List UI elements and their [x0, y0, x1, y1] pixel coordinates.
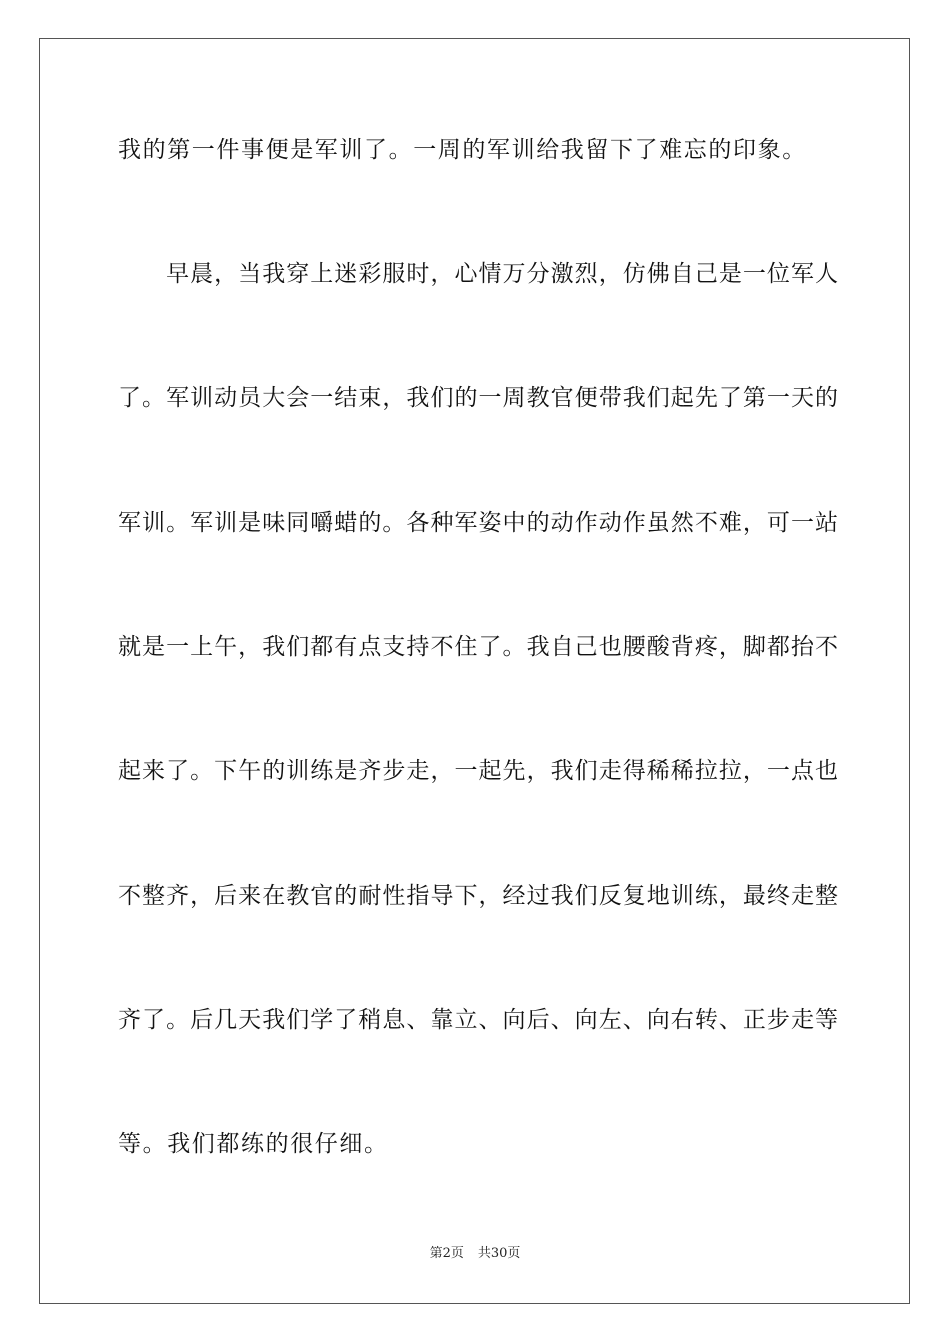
- page-number: 第2页: [429, 1246, 464, 1261]
- page-total: 共30页: [477, 1246, 521, 1261]
- paragraph-line: 齐了。后几天我们学了稍息、靠立、向后、向左、向右转、正步走等: [118, 1007, 838, 1033]
- paragraph-line: 了。军训动员大会一结束，我们的一周教官便带我们起先了第一天的: [118, 385, 838, 411]
- paragraph-line: 起来了。下午的训练是齐步走，一起先，我们走得稀稀拉拉，一点也: [118, 758, 838, 784]
- page-border: [39, 38, 910, 1304]
- page-footer: [0, 1245, 950, 1263]
- paragraph-line: 早晨，当我穿上迷彩服时，心情万分激烈，仿佛自己是一位军人: [118, 261, 838, 287]
- paragraph-line: 不整齐，后来在教官的耐性指导下，经过我们反复地训练，最终走整: [118, 883, 838, 909]
- paragraph-line: 就是一上午，我们都有点支持不住了。我自己也腰酸背疼，脚都抬不: [118, 634, 838, 660]
- paragraph-line: 军训。军训是味同嚼蜡的。各种军姿中的动作动作虽然不难，可一站: [118, 510, 838, 536]
- paragraph-line: 我的第一件事便是军训了。一周的军训给我留下了难忘的印象。: [118, 137, 807, 163]
- paragraph-line: 等。我们都练的很仔细。: [118, 1131, 389, 1157]
